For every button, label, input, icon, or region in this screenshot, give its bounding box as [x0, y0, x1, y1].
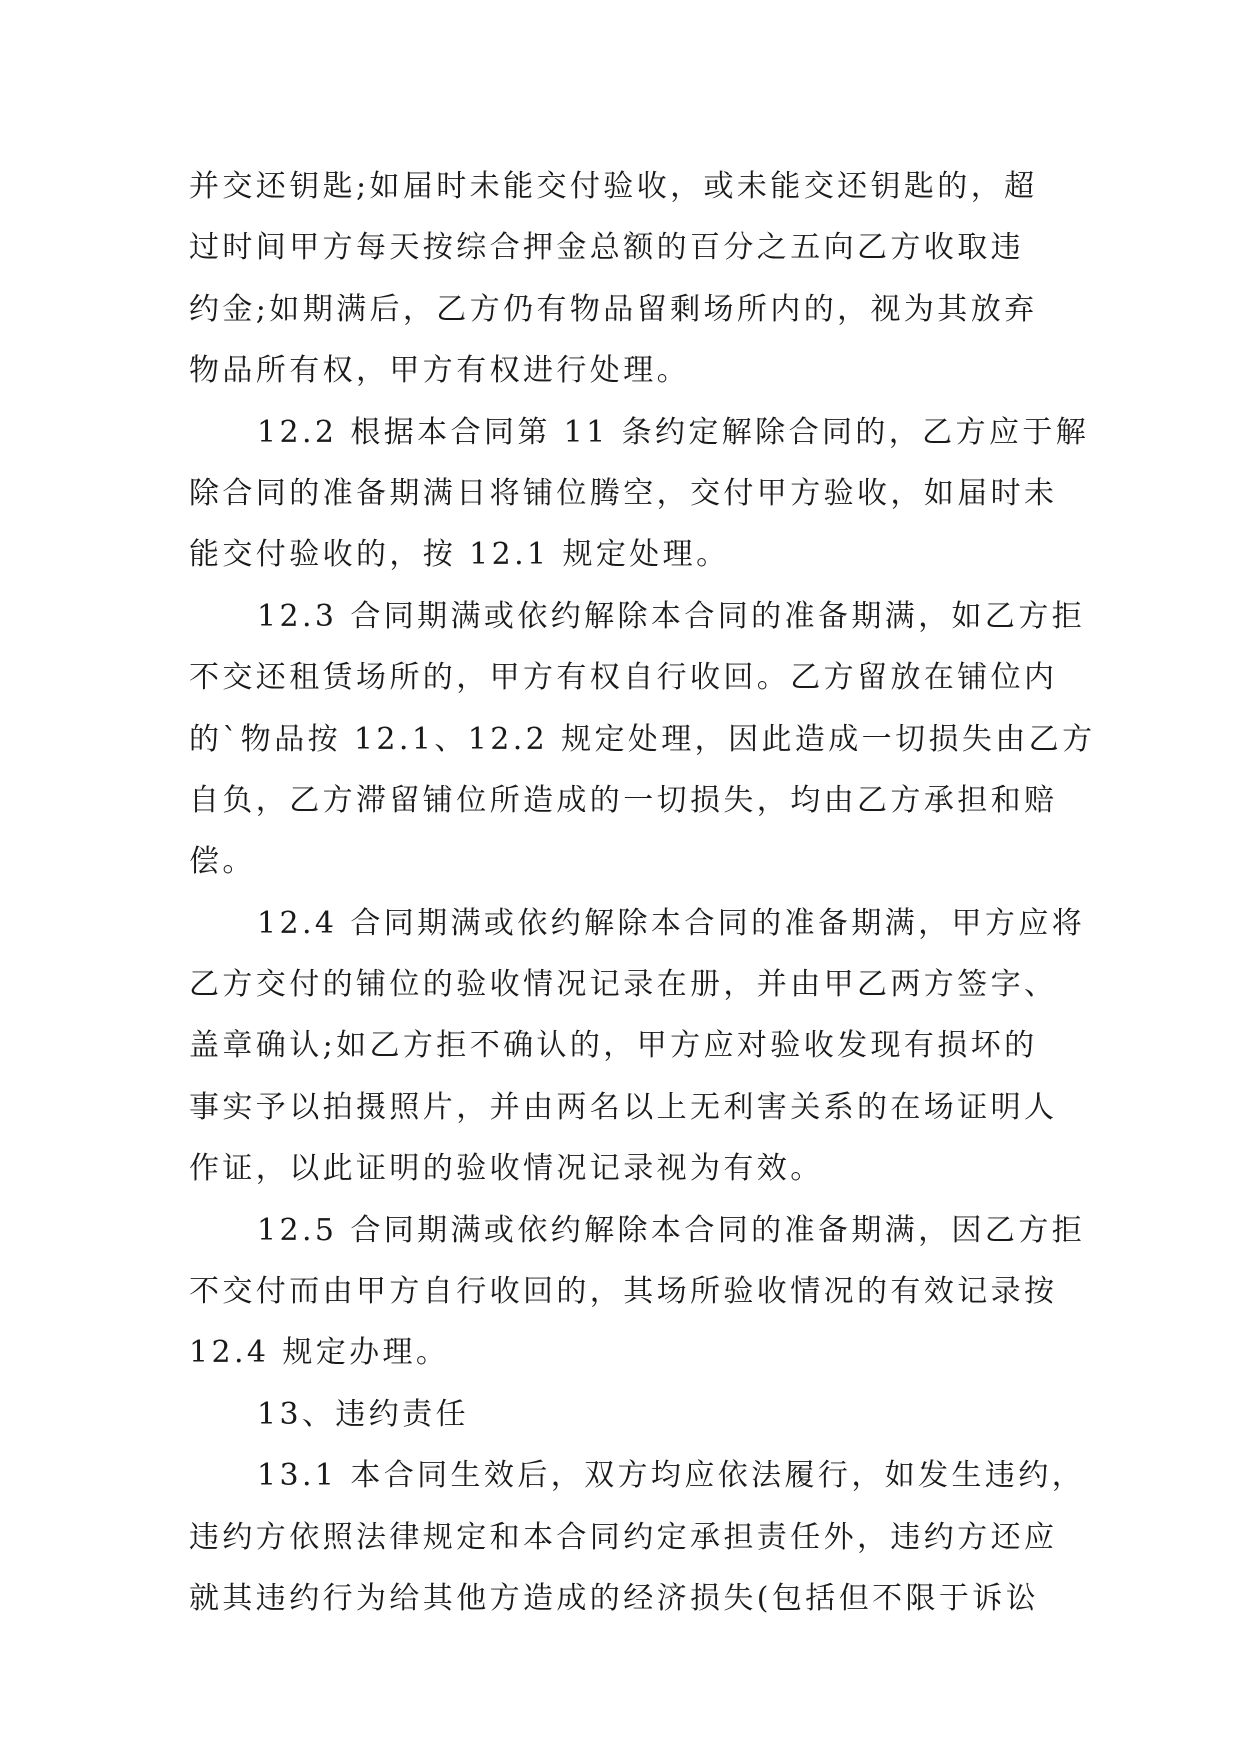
clause-12-4: [189, 893, 1086, 1200]
text-line: 物品所有权，甲方有权进行处理。: [189, 353, 690, 389]
text-line: 过时间甲方每天按综合押金总额的百分之五向乙方收取违: [189, 230, 1024, 266]
clause-12-5: [189, 1200, 1086, 1384]
text-line: 不交付而由甲方自行收回的，其场所验收情况的有效记录按: [189, 1274, 1058, 1310]
text-line: 12.4 合同期满或依约解除本合同的准备期满，甲方应将: [257, 905, 1086, 941]
text-line: 自负，乙方滞留铺位所造成的一切损失，均由乙方承担和赔: [189, 782, 1058, 818]
text-line: 的`物品按 12.1、12.2 规定处理，因此造成一切损失由乙方: [189, 721, 1096, 757]
text-line: 违约方依照法律规定和本合同约定承担责任外，违约方还应: [189, 1519, 1058, 1555]
text-line: 12.3 合同期满或依约解除本合同的准备期满，如乙方拒: [257, 598, 1086, 634]
text-line: 12.5 合同期满或依约解除本合同的准备期满，因乙方拒: [257, 1212, 1086, 1248]
text-line: 除合同的准备期满日将铺位腾空，交付甲方验收，如届时未: [189, 475, 1058, 511]
text-line: 12.2 根据本合同第 11 条约定解除合同的，乙方应于解: [257, 414, 1090, 450]
paragraph-continuation: [189, 156, 1049, 402]
text-line: 不交还租赁场所的，甲方有权自行收回。乙方留放在铺位内: [189, 660, 1058, 696]
text-line: 并交还钥匙;如届时未能交付验收，或未能交还钥匙的，超: [189, 169, 1038, 204]
text-line: 事实予以拍摄照片，并由两名以上无利害关系的在场证明人: [189, 1089, 1058, 1125]
text-line: 就其违约行为给其他方造成的经济损失(包括但不限于诉讼: [189, 1580, 1040, 1616]
clause-13-1: [189, 1445, 1086, 1629]
text-line: 乙方交付的铺位的验收情况记录在册，并由甲乙两方签字、: [189, 967, 1058, 1003]
text-line: 盖章确认;如乙方拒不确认的，甲方应对验收发现有损坏的: [189, 1028, 1038, 1064]
text-line: 偿。: [189, 844, 256, 880]
text-line: 约金;如期满后，乙方仍有物品留剩场所内的，视为其放弃: [189, 291, 1038, 327]
text-line: 13.1 本合同生效后，双方均应依法履行，如发生违约，: [257, 1458, 1086, 1494]
text-line: 作证，以此证明的验收情况记录视为有效。: [189, 1151, 824, 1187]
section-heading: 13、违约责任: [257, 1396, 469, 1432]
clause-12-2: [189, 402, 1090, 586]
contract-body: [189, 156, 1096, 1629]
text-line: 12.4 规定办理。: [189, 1335, 450, 1371]
text-line: 能交付验收的，按 12.1 规定处理。: [189, 537, 730, 573]
section-13-heading: [189, 1384, 1049, 1445]
clause-12-3: [189, 586, 1096, 893]
